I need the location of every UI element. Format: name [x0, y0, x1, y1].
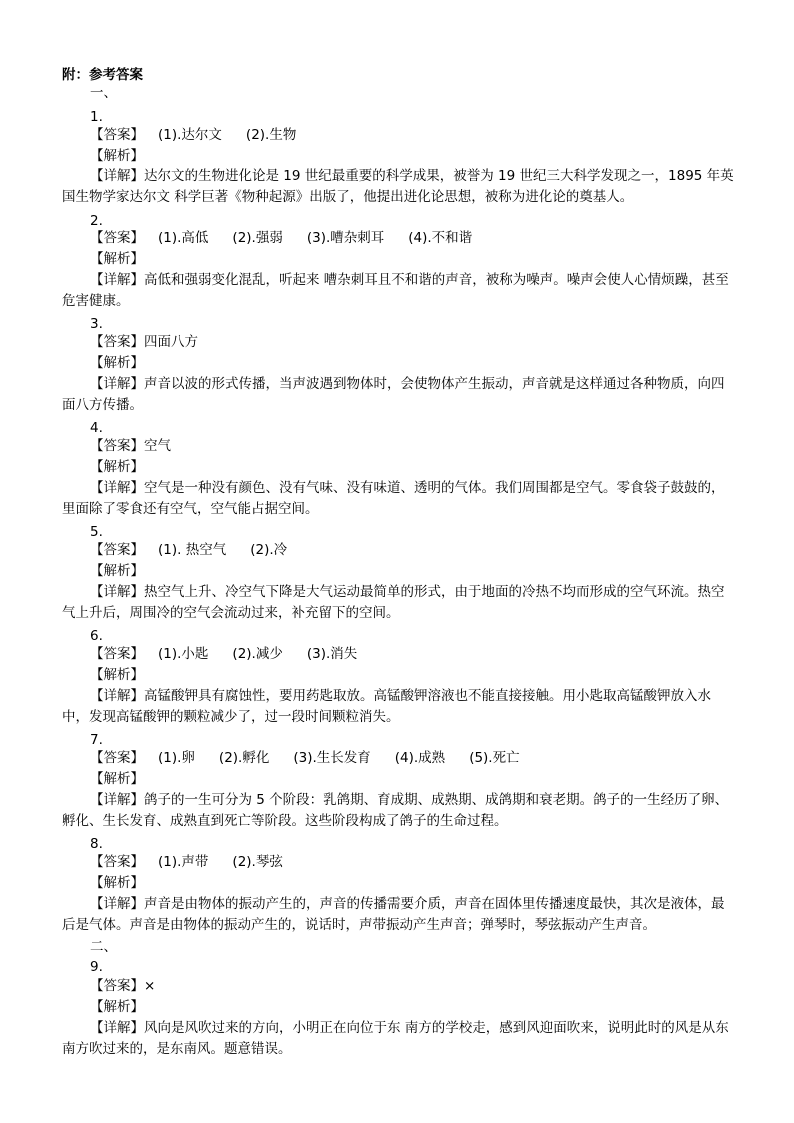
answer-line [90, 332, 198, 352]
answer-value: 四面八方 [144, 334, 198, 350]
detail-text: 【详解】空气是一种没有颜色、没有气味、没有味道、透明的气体。我们周围都是空气。零食袋子鼓鼓的，里面除了零食还有空气，空气能占据空间。 [62, 480, 725, 517]
analysis-label: 【解析】 [90, 667, 144, 683]
answer-label: 【答案】 [90, 438, 144, 454]
section-heading-2: 二、 [90, 939, 117, 955]
question-number: 7. [90, 732, 103, 748]
question-number: 5. [90, 524, 103, 540]
answer-item: (2).琴弦 [232, 854, 283, 870]
question-number: 2. [90, 213, 103, 229]
answer-label: 【答案】 [90, 542, 144, 558]
answer-item: (2).强弱 [232, 230, 283, 246]
detail-text: 【详解】高低和强弱变化混乱，听起来 嘈杂刺耳且不和谐的声音，被称为噪声。噪声会使人心情烦躁，甚至危害健康。 [62, 272, 729, 309]
question-number: 6. [90, 628, 103, 644]
detail-text: 【详解】鸽子的一生可分为 5 个阶段：乳鸽期、育成期、成熟期、成鸽期和衰老期。鸽子的一生经历了卵、孵化、生长发育、成熟直到死亡等阶段。这些阶段构成了鸽子的生命过程。 [62, 792, 729, 829]
question-number: 9. [90, 959, 103, 975]
answer-item: (1).卵 [158, 750, 195, 766]
answer-item: (2).生物 [245, 127, 297, 143]
analysis-label: 【解析】 [90, 999, 144, 1015]
answer-item: (2).孵化 [218, 750, 270, 766]
analysis-label: 【解析】 [90, 355, 144, 371]
answer-item: (4).成熟 [394, 750, 446, 766]
detail-text: 【详解】高锰酸钾具有腐蚀性，要用药匙取放。高锰酸钾溶液也不能直接接触。用小匙取高锰酸钾放入水中，发现高锰酸钾的颗粒减少了，过一段时间颗粒消失。 [62, 688, 711, 725]
detail-text: 【详解】风向是风吹过来的方向，小明正在向位于东 南方的学校走，感到风迎面吹来，说明此时的风是从东南方吹过来的，是东南风。题意错误。 [62, 1020, 729, 1057]
answer-label: 【答案】 [90, 646, 144, 662]
answer-label: 【答案】 [90, 978, 144, 994]
question-number: 4. [90, 420, 103, 436]
analysis-label: 【解析】 [90, 459, 144, 475]
answer-label: 【答案】 [90, 854, 144, 870]
section-heading-1: 一、 [90, 85, 117, 101]
answer-item: (1).声带 [158, 854, 209, 870]
answer-line [90, 540, 311, 560]
answer-label: 【答案】 [90, 230, 144, 246]
detail-text: 【详解】声音以波的形式传播，当声波遇到物体时，会使物体产生振动，声音就是这样通过各种物质，向四面八方传播。 [62, 376, 725, 413]
answer-item: (1).高低 [158, 230, 209, 246]
answer-item: (3).嘈杂刺耳 [306, 230, 385, 246]
detail-text: 【详解】达尔文的生物进化论是 19 世纪最重要的科学成果，被誉为 19 世纪三大科学发现之一，1895 年英国生物学家达尔文 科学巨著《物种起源》出版了，他提出进化论思想，被称为进化论的奠基人。 [62, 168, 734, 205]
answer-item: (1).达尔文 [158, 127, 222, 143]
analysis-label: 【解析】 [90, 875, 144, 891]
answer-line [90, 976, 155, 996]
answer-item: (3).生长发育 [293, 750, 371, 766]
analysis-label: 【解析】 [90, 563, 144, 579]
detail-text: 【详解】热空气上升、冷空气下降是大气运动最简单的形式，由于地面的冷热不均而形成的空气环流。热空气上升后，周围冷的空气会流动过来，补充留下的空间。 [62, 584, 725, 621]
answer-label: 【答案】 [90, 127, 144, 143]
answer-label: 【答案】 [90, 750, 144, 766]
answer-item: (4).不和谐 [408, 230, 473, 246]
analysis-label: 【解析】 [90, 771, 144, 787]
answer-item: (5).死亡 [469, 750, 520, 766]
page-title: 附：参考答案 [62, 67, 143, 83]
question-number: 1. [90, 109, 103, 125]
answer-line [90, 644, 381, 664]
answer-value: 空气 [144, 438, 171, 454]
detail-text: 【详解】声音是由物体的振动产生的，声音的传播需要介质，声音在固体里传播速度最快，其次是液体，最后是气体。声音是由物体的振动产生的，说话时，声带振动产生声音；弹琴时，琴弦振动产生声音。 [62, 896, 725, 933]
answer-label: 【答案】 [90, 334, 144, 350]
answer-line [90, 748, 544, 768]
question-number: 3. [90, 316, 103, 332]
answer-item: (3).消失 [306, 646, 358, 662]
analysis-label: 【解析】 [90, 148, 144, 164]
answer-item: (1). 热空气 [158, 542, 227, 558]
answer-item: (2).减少 [232, 646, 283, 662]
answer-line [90, 852, 307, 872]
answer-line [90, 228, 496, 248]
question-number: 8. [90, 836, 103, 852]
answer-item: (1).小匙 [158, 646, 209, 662]
answer-value: × [144, 978, 156, 994]
analysis-label: 【解析】 [90, 251, 144, 267]
answer-line [90, 125, 320, 145]
answer-item: (2).冷 [250, 542, 288, 558]
answer-line [90, 436, 171, 456]
